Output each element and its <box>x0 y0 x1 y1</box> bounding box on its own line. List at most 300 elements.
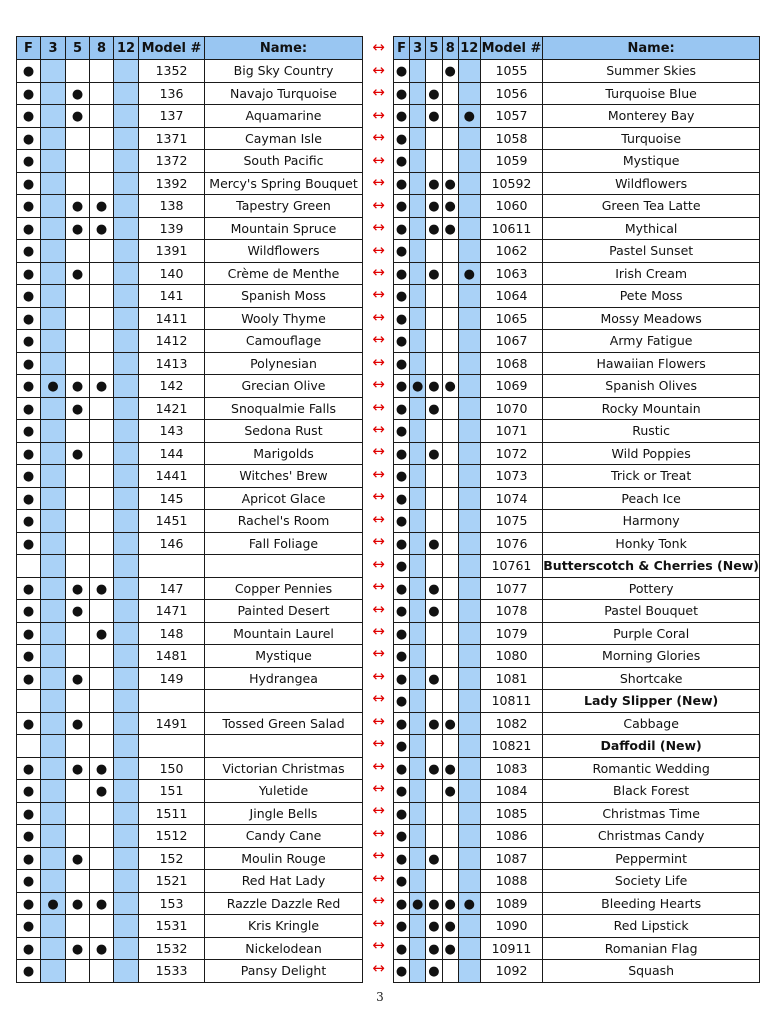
availability-dot: ● <box>395 626 408 642</box>
product-name-cell: Razzle Dazzle Red <box>205 892 363 915</box>
flag-8-cell <box>442 667 458 690</box>
flag-5-cell <box>426 217 442 240</box>
right-table-row <box>394 105 760 128</box>
flag-8-cell <box>90 577 114 600</box>
availability-dot: ● <box>428 581 440 597</box>
model-number-cell: 1082 <box>480 712 543 735</box>
availability-dot: ● <box>22 761 35 777</box>
right-table-row <box>394 960 760 983</box>
model-number-cell: 1521 <box>139 870 205 893</box>
availability-dot: ● <box>428 86 440 102</box>
flag-f-cell <box>394 60 410 83</box>
product-name-cell: Peach Ice <box>543 487 760 510</box>
flag-f-cell <box>17 127 41 150</box>
flag-f-cell <box>17 330 41 353</box>
header-3: 3 <box>410 37 426 60</box>
flag-f-cell <box>394 892 410 915</box>
flag-3-cell <box>41 352 66 375</box>
availability-dot: ● <box>428 761 440 777</box>
flag-3-cell <box>41 712 66 735</box>
model-number-cell: 1064 <box>480 285 543 308</box>
availability-dot: ● <box>395 401 408 417</box>
model-number-cell: 138 <box>139 195 205 218</box>
product-name-cell: Aquamarine <box>205 105 363 128</box>
flag-8-cell <box>90 712 114 735</box>
left-table-row <box>17 375 363 398</box>
flag-5-cell <box>66 892 90 915</box>
model-number-cell: 145 <box>139 487 205 510</box>
flag-3-cell <box>41 937 66 960</box>
flag-3-cell <box>41 847 66 870</box>
flag-12-cell <box>114 352 139 375</box>
arrow-icon: ↔ <box>372 666 385 685</box>
flag-8-cell <box>442 690 458 713</box>
arrow-icon: ↔ <box>372 891 385 910</box>
availability-dot: ● <box>395 109 408 125</box>
flag-8-cell <box>442 802 458 825</box>
flag-f-cell <box>17 465 41 488</box>
flag-8-cell <box>442 577 458 600</box>
flag-f-cell <box>17 532 41 555</box>
flag-f-cell <box>17 780 41 803</box>
availability-dot: ● <box>22 671 35 687</box>
flag-8-cell <box>442 600 458 623</box>
flag-f-cell <box>17 960 41 983</box>
flag-3-cell <box>410 217 426 240</box>
flag-f-cell <box>394 825 410 848</box>
arrow-column <box>364 36 393 979</box>
flag-5-cell <box>66 690 90 713</box>
flag-f-cell <box>394 870 410 893</box>
flag-3-cell <box>41 442 66 465</box>
product-name-cell: Moulin Rouge <box>205 847 363 870</box>
right-header-row <box>394 37 760 60</box>
model-number-cell: 137 <box>139 105 205 128</box>
header-name: Name: <box>543 37 760 60</box>
flag-12-cell <box>114 150 139 173</box>
availability-dot: ● <box>395 221 408 237</box>
model-number-cell: 10611 <box>480 217 543 240</box>
arrow-icon: ↔ <box>372 532 385 551</box>
left-table-row <box>17 510 363 533</box>
flag-8-cell <box>90 262 114 285</box>
model-number-cell: 1074 <box>480 487 543 510</box>
flag-12-cell <box>114 780 139 803</box>
flag-8-cell <box>90 937 114 960</box>
availability-dot: ● <box>22 941 35 957</box>
product-name-cell: Army Fatigue <box>543 330 760 353</box>
flag-f-cell <box>394 690 410 713</box>
availability-dot: ● <box>395 964 408 980</box>
left-table-row <box>17 937 363 960</box>
arrow-icon: ↔ <box>372 621 385 640</box>
flag-5-cell <box>66 195 90 218</box>
flag-3-cell <box>410 60 426 83</box>
flag-12-cell <box>458 375 480 398</box>
flag-f-cell <box>394 262 410 285</box>
availability-dot: ● <box>395 514 408 530</box>
product-name-cell: Apricot Glace <box>205 487 363 510</box>
arrow-icon: ↔ <box>372 285 385 304</box>
left-table-row <box>17 330 363 353</box>
availability-dot: ● <box>444 761 456 777</box>
flag-8-cell <box>442 397 458 420</box>
product-name-cell: Summer Skies <box>543 60 760 83</box>
product-name-cell: Wildflowers <box>543 172 760 195</box>
left-table-row <box>17 420 363 443</box>
model-number-cell: 1081 <box>480 667 543 690</box>
availability-dot: ● <box>22 356 35 372</box>
flag-5-cell <box>66 667 90 690</box>
product-name-cell: Fall Foliage <box>205 532 363 555</box>
model-number-cell: 1073 <box>480 465 543 488</box>
model-number-cell: 148 <box>139 622 205 645</box>
flag-5-cell <box>66 532 90 555</box>
flag-f-cell <box>394 757 410 780</box>
model-number-cell: 151 <box>139 780 205 803</box>
flag-3-cell <box>410 735 426 758</box>
flag-12-cell <box>114 645 139 668</box>
flag-f-cell <box>394 172 410 195</box>
availability-dot: ● <box>428 536 440 552</box>
arrow-icon: ↔ <box>372 487 385 506</box>
flag-f-cell <box>17 217 41 240</box>
flag-12-cell <box>458 802 480 825</box>
arrow-icon: ↔ <box>372 240 385 259</box>
right-table-row <box>394 262 760 285</box>
availability-dot: ● <box>395 739 408 755</box>
availability-dot: ● <box>428 266 440 282</box>
availability-dot: ● <box>47 896 59 912</box>
flag-3-cell <box>410 487 426 510</box>
left-table-row <box>17 780 363 803</box>
flag-5-cell <box>66 262 90 285</box>
availability-dot: ● <box>71 851 84 867</box>
flag-3-cell <box>410 307 426 330</box>
right-table-row <box>394 60 760 83</box>
availability-dot: ● <box>95 581 108 597</box>
product-name-cell <box>205 555 363 578</box>
availability-dot: ● <box>22 266 35 282</box>
availability-dot: ● <box>428 941 440 957</box>
availability-dot: ● <box>47 379 59 395</box>
flag-5-cell <box>426 285 442 308</box>
model-number-cell: 1531 <box>139 915 205 938</box>
right-table-row <box>394 82 760 105</box>
availability-dot: ● <box>428 919 440 935</box>
flag-8-cell <box>90 825 114 848</box>
product-name-cell: Mossy Meadows <box>543 307 760 330</box>
flag-12-cell <box>458 262 480 285</box>
model-number-cell: 142 <box>139 375 205 398</box>
availability-dot: ● <box>22 716 35 732</box>
product-name-cell: Marigolds <box>205 442 363 465</box>
right-table-row <box>394 712 760 735</box>
flag-8-cell <box>442 172 458 195</box>
flag-f-cell <box>17 105 41 128</box>
right-table-row <box>394 307 760 330</box>
product-name-cell: Polynesian <box>205 352 363 375</box>
product-name-cell: South Pacific <box>205 150 363 173</box>
availability-dot: ● <box>22 199 35 215</box>
availability-dot: ● <box>22 469 35 485</box>
availability-dot: ● <box>395 716 408 732</box>
flag-f-cell <box>394 397 410 420</box>
flag-3-cell <box>410 870 426 893</box>
flag-5-cell <box>426 915 442 938</box>
flag-5-cell <box>66 240 90 263</box>
flag-f-cell <box>17 487 41 510</box>
flag-f-cell <box>17 240 41 263</box>
product-name-cell: Bleeding Hearts <box>543 892 760 915</box>
flag-5-cell <box>426 960 442 983</box>
model-number-cell: 136 <box>139 82 205 105</box>
flag-3-cell <box>41 285 66 308</box>
arrow-icon: ↔ <box>372 801 385 820</box>
availability-dot: ● <box>22 491 35 507</box>
availability-dot: ● <box>428 716 440 732</box>
product-name-cell: Red Hat Lady <box>205 870 363 893</box>
availability-dot: ● <box>395 851 408 867</box>
flag-12-cell <box>458 60 480 83</box>
flag-3-cell <box>41 510 66 533</box>
flag-12-cell <box>458 870 480 893</box>
model-number-cell: 1062 <box>480 240 543 263</box>
arrow-icon: ↔ <box>372 958 385 977</box>
availability-dot: ● <box>22 851 35 867</box>
flag-3-cell <box>41 622 66 645</box>
product-name-cell: Kris Kringle <box>205 915 363 938</box>
flag-f-cell <box>394 195 410 218</box>
flag-5-cell <box>426 172 442 195</box>
flag-3-cell <box>41 780 66 803</box>
arrow-icon: ↔ <box>372 868 385 887</box>
product-name-cell <box>205 735 363 758</box>
product-name-cell: Wild Poppies <box>543 442 760 465</box>
flag-12-cell <box>458 150 480 173</box>
flag-5-cell <box>426 397 442 420</box>
header-f: F <box>394 37 410 60</box>
product-name-cell: Trick or Treat <box>543 465 760 488</box>
arrow-icon: ↔ <box>372 823 385 842</box>
flag-3-cell <box>410 240 426 263</box>
product-name-cell: Crème de Menthe <box>205 262 363 285</box>
flag-3-cell <box>410 510 426 533</box>
flag-5-cell <box>66 397 90 420</box>
product-name-cell: Romanian Flag <box>543 937 760 960</box>
flag-f-cell <box>17 667 41 690</box>
flag-8-cell <box>90 105 114 128</box>
availability-dot: ● <box>395 806 408 822</box>
flag-5-cell <box>426 532 442 555</box>
flag-5-cell <box>66 847 90 870</box>
flag-5-cell <box>426 712 442 735</box>
flag-f-cell <box>17 510 41 533</box>
availability-dot: ● <box>444 716 456 732</box>
arrow-icon: ↔ <box>372 599 385 618</box>
flag-5-cell <box>426 375 442 398</box>
left-table-row <box>17 622 363 645</box>
flag-f-cell <box>17 352 41 375</box>
availability-dot: ● <box>444 896 456 912</box>
flag-3-cell <box>41 307 66 330</box>
left-table-row <box>17 397 363 420</box>
availability-dot: ● <box>71 581 84 597</box>
flag-12-cell <box>114 577 139 600</box>
model-number-cell: 1058 <box>480 127 543 150</box>
left-table-row <box>17 307 363 330</box>
flag-5-cell <box>66 937 90 960</box>
flag-8-cell <box>90 690 114 713</box>
availability-dot: ● <box>95 941 108 957</box>
model-number-cell: 1412 <box>139 330 205 353</box>
model-number-cell: 1056 <box>480 82 543 105</box>
availability-dot: ● <box>22 379 35 395</box>
availability-dot: ● <box>71 941 84 957</box>
arrow-icon: ↔ <box>372 913 385 932</box>
right-table-row <box>394 285 760 308</box>
availability-dot: ● <box>395 829 408 845</box>
flag-8-cell <box>442 960 458 983</box>
model-number-cell: 1533 <box>139 960 205 983</box>
availability-dot: ● <box>71 604 84 620</box>
availability-dot: ● <box>428 379 440 395</box>
availability-dot: ● <box>22 649 35 665</box>
product-name-cell: Tapestry Green <box>205 195 363 218</box>
model-number-cell: 1059 <box>480 150 543 173</box>
availability-dot: ● <box>71 379 84 395</box>
flag-3-cell <box>41 195 66 218</box>
right-table-row <box>394 127 760 150</box>
page-number: 3 <box>376 990 384 1004</box>
model-number-cell: 1070 <box>480 397 543 420</box>
flag-8-cell <box>90 60 114 83</box>
availability-dot: ● <box>395 919 408 935</box>
flag-8-cell <box>90 465 114 488</box>
flag-8-cell <box>442 150 458 173</box>
availability-dot: ● <box>444 64 456 80</box>
flag-8-cell <box>442 892 458 915</box>
product-name-cell: Mystique <box>205 645 363 668</box>
flag-8-cell <box>442 105 458 128</box>
availability-dot: ● <box>22 176 35 192</box>
flag-5-cell <box>66 802 90 825</box>
flag-12-cell <box>458 127 480 150</box>
availability-dot: ● <box>22 154 35 170</box>
model-number-cell: 10761 <box>480 555 543 578</box>
arrow-icon: ↔ <box>372 105 385 124</box>
availability-dot: ● <box>71 401 84 417</box>
left-table-row <box>17 60 363 83</box>
flag-f-cell <box>17 915 41 938</box>
flag-f-cell <box>394 960 410 983</box>
flag-8-cell <box>90 960 114 983</box>
flag-5-cell <box>426 555 442 578</box>
flag-12-cell <box>458 960 480 983</box>
flag-8-cell <box>442 330 458 353</box>
model-number-cell: 1077 <box>480 577 543 600</box>
left-table-row <box>17 577 363 600</box>
flag-3-cell <box>410 690 426 713</box>
product-name-cell: Christmas Candy <box>543 825 760 848</box>
flag-3-cell <box>41 487 66 510</box>
model-number-cell: 1075 <box>480 510 543 533</box>
left-table-row <box>17 847 363 870</box>
availability-dot: ● <box>428 964 440 980</box>
flag-f-cell <box>17 870 41 893</box>
flag-8-cell <box>90 307 114 330</box>
arrow-icon: ↔ <box>372 846 385 865</box>
flag-3-cell <box>41 82 66 105</box>
model-number-cell: 1057 <box>480 105 543 128</box>
flag-3-cell <box>410 555 426 578</box>
model-number-cell: 147 <box>139 577 205 600</box>
model-number-cell: 1078 <box>480 600 543 623</box>
left-table-row <box>17 802 363 825</box>
flag-f-cell <box>394 780 410 803</box>
flag-8-cell <box>90 645 114 668</box>
flag-8-cell <box>442 757 458 780</box>
right-table-row <box>394 892 760 915</box>
flag-3-cell <box>41 262 66 285</box>
flag-8-cell <box>90 127 114 150</box>
flag-12-cell <box>458 330 480 353</box>
flag-3-cell <box>410 667 426 690</box>
flag-12-cell <box>114 937 139 960</box>
flag-12-cell <box>458 442 480 465</box>
right-table-row <box>394 352 760 375</box>
right-table-row <box>394 555 760 578</box>
model-number-cell: 143 <box>139 420 205 443</box>
model-number-cell: 1532 <box>139 937 205 960</box>
model-number-cell: 152 <box>139 847 205 870</box>
flag-5-cell <box>426 510 442 533</box>
flag-3-cell <box>410 397 426 420</box>
availability-dot: ● <box>428 176 440 192</box>
flag-12-cell <box>458 82 480 105</box>
flag-12-cell <box>114 847 139 870</box>
availability-dot: ● <box>71 446 84 462</box>
flag-5-cell <box>66 735 90 758</box>
new-product-name-cell: Daffodil (New) <box>543 735 760 758</box>
flag-f-cell <box>394 217 410 240</box>
flag-f-cell <box>17 600 41 623</box>
flag-3-cell <box>410 780 426 803</box>
right-table-row <box>394 825 760 848</box>
flag-12-cell <box>114 217 139 240</box>
availability-dot: ● <box>22 896 35 912</box>
flag-5-cell <box>66 60 90 83</box>
availability-dot: ● <box>395 199 408 215</box>
flag-12-cell <box>114 735 139 758</box>
model-number-cell: 1511 <box>139 802 205 825</box>
flag-12-cell <box>114 532 139 555</box>
flag-5-cell <box>66 285 90 308</box>
availability-dot: ● <box>22 424 35 440</box>
availability-dot: ● <box>71 896 84 912</box>
flag-5-cell <box>66 510 90 533</box>
availability-dot: ● <box>463 896 475 912</box>
flag-12-cell <box>458 667 480 690</box>
product-name-cell: Victorian Christmas <box>205 757 363 780</box>
model-number-cell: 141 <box>139 285 205 308</box>
flag-f-cell <box>17 307 41 330</box>
product-name-cell: Pottery <box>543 577 760 600</box>
model-number-cell: 1069 <box>480 375 543 398</box>
model-number-cell: 10592 <box>480 172 543 195</box>
flag-12-cell <box>114 690 139 713</box>
flag-f-cell <box>17 757 41 780</box>
